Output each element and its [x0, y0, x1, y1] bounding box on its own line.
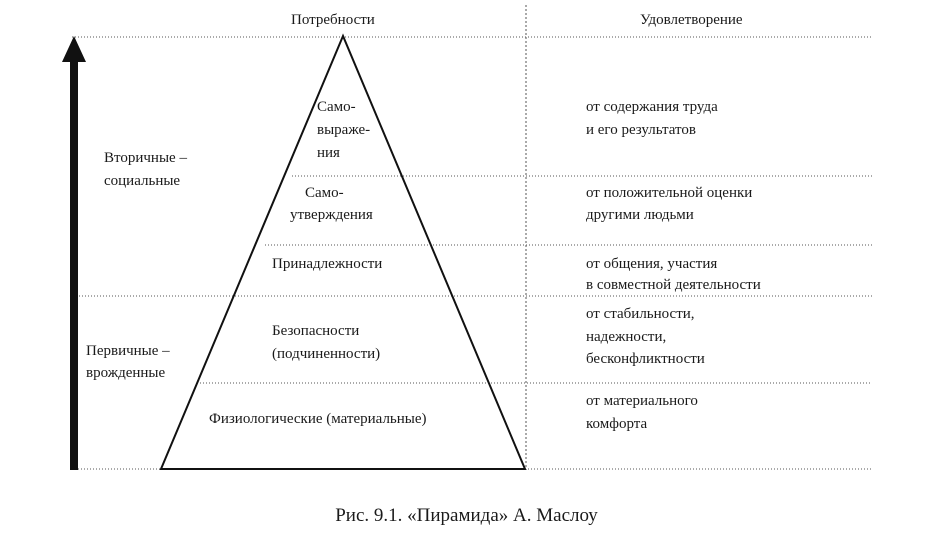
group-label-primary-line2: врожденные	[86, 365, 166, 381]
need-level-self-expression-line2: выраже-	[317, 122, 371, 138]
header-needs: Потребности	[291, 12, 375, 28]
need-level-self-affirmation-line1: Само-	[305, 185, 344, 201]
satisfaction-self-expression-line2: и его результатов	[586, 122, 696, 138]
satisfaction-safety-line2: надежности,	[586, 329, 667, 345]
satisfaction-safety-line1: от стабильности,	[586, 306, 695, 322]
upward-arrow-icon	[62, 36, 86, 470]
need-level-physiological: Физиологические (материальные)	[209, 411, 427, 427]
figure-caption: Рис. 9.1. «Пирамида» А. Маслоу	[335, 505, 598, 526]
group-label-secondary-line2: социальные	[104, 173, 181, 189]
need-level-belonging: Принадлежности	[272, 256, 383, 272]
satisfaction-self-affirmation-line2: другими людьми	[586, 207, 694, 223]
header-satisfaction: Удовлетворение	[640, 12, 743, 28]
group-label-secondary-line1: Вторичные –	[104, 150, 187, 166]
satisfaction-safety-line3: бесконфликтности	[586, 351, 705, 367]
group-label-primary-line1: Первичные –	[86, 343, 170, 359]
need-level-self-expression-line1: Само-	[317, 99, 356, 115]
satisfaction-physiological-line2: комфорта	[586, 416, 648, 432]
satisfaction-belonging-line1: от общения, участия	[586, 256, 718, 272]
need-level-safety-line2: (подчиненности)	[272, 346, 381, 362]
need-level-self-affirmation-line2: утверждения	[290, 207, 373, 223]
satisfaction-self-expression-line1: от содержания труда	[586, 99, 718, 115]
satisfaction-self-affirmation-line1: от положительной оценки	[586, 185, 753, 201]
satisfaction-physiological-line1: от материального	[586, 393, 698, 409]
satisfaction-belonging-line2: в совместной деятельности	[586, 277, 761, 293]
need-level-self-expression-line3: ния	[317, 145, 340, 161]
need-level-safety-line1: Безопасности	[272, 323, 360, 339]
